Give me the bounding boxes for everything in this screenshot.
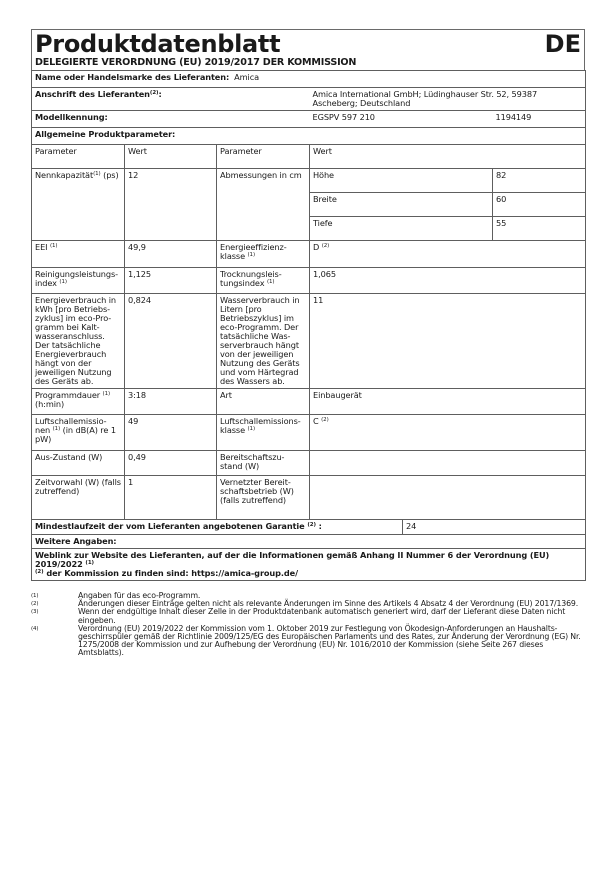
model-label: Modellkennung: [32, 111, 310, 128]
capacity-value: 12 [125, 169, 217, 241]
dimensions-label: Abmessungen in cm [217, 169, 310, 241]
depth-label: Tiefe [310, 217, 493, 241]
footnote-ref: (1) [102, 391, 111, 397]
eei-value: 49,9 [125, 241, 217, 268]
noise-class-label-text: Luftschallemissions-klasse [220, 416, 301, 435]
model-code: 1194149 [493, 111, 586, 128]
noise-emission-label-text: Luftschallemissio-nen [35, 416, 107, 435]
energy-class-value [310, 241, 586, 268]
warranty-label [32, 520, 403, 535]
footnote-ref: (1) [93, 171, 101, 177]
networked-standby-value [310, 476, 586, 520]
program-duration-unit: (h:min) [35, 399, 65, 409]
footnote-ref: (1) [85, 560, 94, 566]
noise-class-value [310, 415, 586, 451]
noise-emission-label [32, 415, 125, 451]
product-parameters-table [31, 70, 586, 581]
footnote-ref: (1) [49, 243, 58, 249]
standby-label: Bereitschaftszu-stand (W) [217, 451, 310, 476]
colon: : [158, 89, 162, 99]
footnote-ref: (1) [52, 426, 61, 432]
table-row [32, 535, 586, 549]
table-row [32, 169, 586, 193]
table-row [32, 268, 586, 294]
type-label: Art [217, 389, 310, 415]
table-row [32, 415, 586, 451]
energy-class-label [217, 241, 310, 268]
width-label: Breite [310, 193, 493, 217]
footnote-number: (1) [31, 593, 39, 599]
warranty-value: 24 [403, 520, 586, 535]
noise-class-value-text: C [313, 416, 322, 426]
column-header-parameter: Parameter [217, 145, 310, 169]
cleaning-index-label [32, 268, 125, 294]
table-row [32, 241, 586, 268]
capacity-label [32, 169, 125, 241]
further-info-label: Weitere Angaben: [32, 535, 586, 549]
general-parameters-label: Allgemeine Produktparameter: [32, 128, 586, 145]
footnote-text: Verordnung (EU) 2019/2022 der Kommission vom 1. Oktober 2019 zur Festlegung von Ökodesign-Anforderungen an Haushalts-geschirrspüler gemäß der Richtlinie 2009/125/EG des Europäischen Parlaments und des Rates, zur Änderung der Verordnung (EG) Nr. 1275/2008 der Kommission und zur Aufhebung der Verordnung (EU) Nr. 1016/2010 der Kommission (siehe Seite 267 dieses Amtsblatts). [78, 623, 581, 658]
weblink-cell [32, 549, 586, 581]
capacity-unit: (ps) [100, 170, 119, 180]
footnote-ref: (2) [307, 522, 316, 528]
footnote [31, 608, 586, 624]
footnote-ref: (2) [321, 417, 329, 423]
page-title: Produktdatenblatt [35, 30, 281, 58]
noise-emission-unit: (in dB(A) re 1 pW) [35, 425, 116, 444]
table-row [32, 128, 586, 145]
product-data-sheet [31, 29, 585, 581]
footnote-ref: (2) [35, 569, 44, 575]
table-row [32, 111, 586, 128]
energy-consumption-label: Energieverbrauch in kWh [pro Betriebs-zyklus] im eco-Pro-gramm bei Kalt-wasseranschluss. Der tatsächliche Energieverbrauch hängt von der jeweiligen Nutzung des Geräts ab. [32, 294, 125, 389]
footnote [31, 625, 586, 658]
regulation-subtitle: DELEGIERTE VERORDNUNG (EU) 2019/2017 DER KOMMISSION [35, 57, 357, 68]
water-consumption-label: Wasserverbrauch in Litern [pro Betriebszyklus] im eco-Programm. Der tatsächliche Was-serverbrauch hängt von der jeweiligen Nutzung des Geräts und vom Härtegrad des Wassers ab. [217, 294, 310, 389]
column-header-parameter: Parameter [32, 145, 125, 169]
off-mode-value: 0,49 [125, 451, 217, 476]
weblink-text: Weblink zur Website des Lieferanten, auf der die Informationen gemäß Anhang II Nummer 6 der Verordnung (EU) 2019/2022 [35, 550, 550, 569]
cleaning-index-label-text: Reinigungsleistungs-index [35, 269, 118, 288]
weblink-url-text: der Kommission zu finden sind: https://amica-group.de/ [43, 568, 299, 578]
footnote-number: (2) [31, 601, 39, 608]
footnote-ref: (1) [266, 279, 275, 285]
table-row [32, 520, 586, 535]
noise-emission-value: 49 [125, 415, 217, 451]
table-header-row [32, 145, 586, 169]
program-duration-label [32, 389, 125, 415]
height-label: Höhe [310, 169, 493, 193]
supplier-name-value: Amica [234, 72, 260, 82]
water-consumption-value: 11 [310, 294, 586, 389]
energy-consumption-value: 0,824 [125, 294, 217, 389]
footnote-ref: (2) [149, 90, 159, 96]
footnote-ref: (2) [321, 243, 330, 249]
off-mode-label: Aus-Zustand (W) [32, 451, 125, 476]
footnote-text: Wenn der endgültige Inhalt dieser Zelle in der Produktdatenbank automatisch generiert wird, darf der Lieferant diese Daten nicht eingeben. [78, 607, 566, 625]
colon: : [315, 521, 322, 531]
footnote-text: Angaben für das eco-Programm. [78, 591, 201, 600]
eei-label [32, 241, 125, 268]
table-row [32, 88, 586, 111]
table-row [32, 476, 586, 520]
program-duration-value: 3:18 [125, 389, 217, 415]
model-value: EGSPV 597 210 [310, 111, 493, 128]
supplier-address-label: Anschrift des Lieferanten [35, 89, 150, 99]
sheet-header [31, 29, 585, 70]
eei-label-text: EEI [35, 242, 50, 252]
footnote-text: Änderungen dieser Einträge gelten nicht als relevante Änderungen im Sinne des Artikels 4 Absatz 4 der Verordnung (EU) 2017/1369. [78, 599, 579, 609]
supplier-name-label: Name oder Handelsmarke des Lieferanten: [35, 72, 230, 82]
table-row [32, 451, 586, 476]
footnotes [31, 592, 586, 658]
capacity-label-text: Nennkapazität [35, 170, 94, 180]
drying-index-label-text: Trocknungsleis-tungsindex [220, 269, 282, 288]
delay-start-value: 1 [125, 476, 217, 520]
table-row [32, 549, 586, 581]
supplier-address-label-cell [32, 88, 310, 111]
column-header-value: Wert [125, 145, 217, 169]
table-row [32, 71, 586, 88]
footnote-ref: (1) [59, 279, 67, 285]
footnote-number: (4) [31, 625, 39, 632]
warranty-label-text: Mindestlaufzeit der vom Lieferanten angebotenen Garantie [35, 521, 308, 531]
energy-class-value-text: D [313, 242, 322, 252]
program-duration-label-text: Programmdauer [35, 390, 103, 400]
table-row [32, 389, 586, 415]
drying-index-label [217, 268, 310, 294]
width-value: 60 [493, 193, 586, 217]
footnote-ref: (1) [247, 426, 256, 432]
delay-start-label: Zeitvorwahl (W) (falls zutreffend) [32, 476, 125, 520]
footnote-ref: (1) [247, 252, 256, 258]
depth-value: 55 [493, 217, 586, 241]
type-value: Einbaugerät [310, 389, 586, 415]
footnote-number: (3) [31, 609, 39, 616]
height-value: 82 [493, 169, 586, 193]
drying-index-value: 1,065 [310, 268, 586, 294]
energy-class-label-text: Energieeffizienz-klasse [220, 242, 287, 261]
standby-value [310, 451, 586, 476]
noise-class-label [217, 415, 310, 451]
column-header-value: Wert [310, 145, 586, 169]
table-row [32, 294, 586, 389]
networked-standby-label: Vernetzter Bereit-schaftsbetrieb (W) (falls zutreffend) [217, 476, 310, 520]
supplier-name-cell [32, 71, 586, 88]
language-code: DE [544, 30, 581, 58]
cleaning-index-value: 1,125 [125, 268, 217, 294]
supplier-address-value: Amica International GmbH; Lüdinghauser Str. 52, 59387 Ascheberg; Deutschland [310, 88, 586, 111]
